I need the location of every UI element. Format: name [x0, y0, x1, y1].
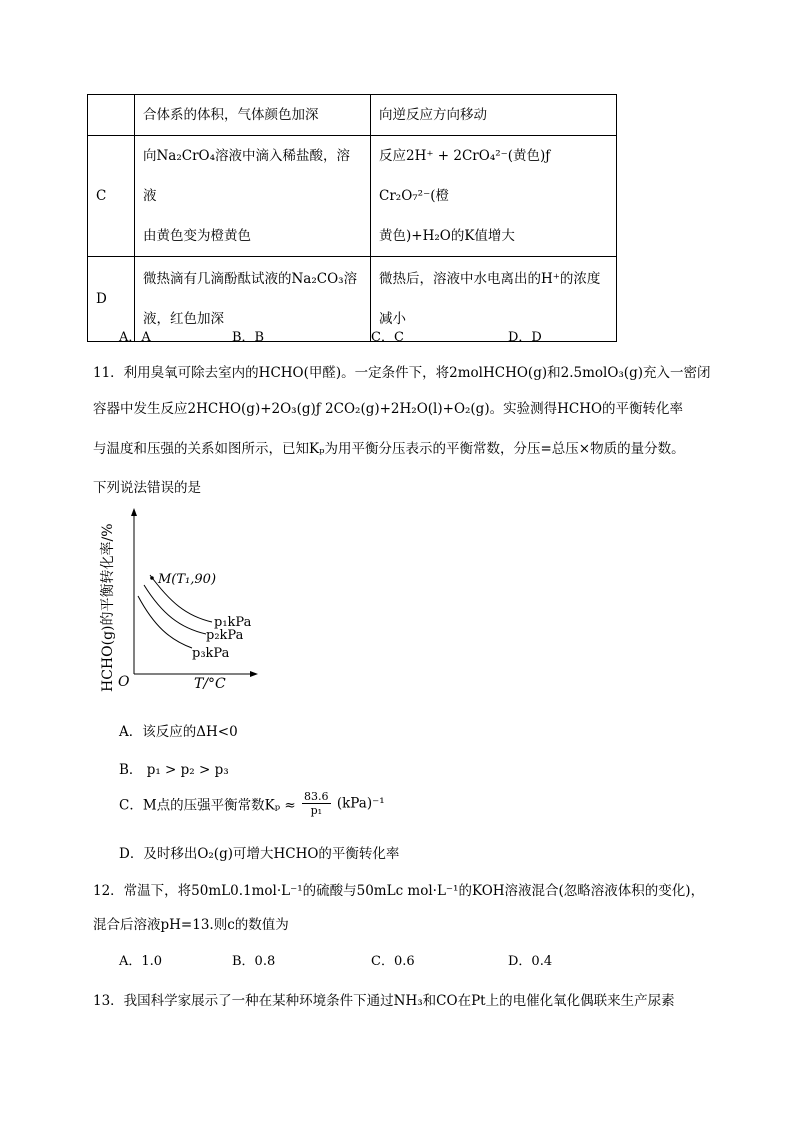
- fraction: [302, 790, 331, 817]
- table-cell: [371, 257, 617, 342]
- q10-option-a: A．A: [119, 330, 151, 345]
- option-c-unit: (kPa)⁻¹: [336, 795, 385, 812]
- q11-stem-line2: 容器中发生反应2HCHO(g)+2O₃(g)ƒ 2CO₂(g)+2H₂O(l)+O₂(g)。实验测得HCHO的平衡转化率: [93, 401, 684, 417]
- q12-option-d: D．0.4: [508, 954, 553, 969]
- q11-stem-line4: 下列说法错误的是: [93, 480, 201, 496]
- table-cell: [135, 136, 371, 257]
- fraction-denominator: p₁: [310, 804, 323, 817]
- table-cell: 合体系的体积，气体颜色加深: [135, 95, 371, 136]
- y-axis: [131, 508, 137, 674]
- point-m: [150, 576, 154, 580]
- series-label-p2: p₂kPa: [206, 628, 244, 643]
- row-label: D: [88, 257, 135, 342]
- q12-option-a: A．1.0: [119, 954, 163, 969]
- q13-stem-line1: 13．我国科学家展示了一种在某种环境条件下通过NH₃和CO在Pt上的电催化氧化偶联来生产尿素: [93, 993, 675, 1009]
- row-label: [88, 95, 135, 136]
- y-axis-label: HCHO(g)的平衡转化率/%: [100, 523, 116, 692]
- q11-stem-line1: 11．利用臭氧可除去室内的HCHO(甲醛)。一定条件下，将2molHCHO(g)和2.5molO₃(g)充入一密闭: [93, 365, 711, 381]
- q12-option-c: C．0.6: [371, 954, 415, 969]
- cell-line: 由黄色变为橙黄色: [143, 228, 251, 244]
- table-cell: 向逆反应方向移动: [371, 95, 617, 136]
- cell-line: 黄色)+H₂O的K值增大: [379, 228, 515, 244]
- fraction-numerator: 83.6: [304, 790, 329, 803]
- table-row: [88, 95, 617, 136]
- x-axis-label: T/°C: [194, 676, 226, 692]
- q10-table: [87, 94, 617, 342]
- q11-option-b: B． p₁ > p₂ > p₃: [119, 762, 229, 778]
- q10-option-c: C．C: [371, 330, 404, 345]
- series-label-p3: p₃kPa: [192, 646, 230, 661]
- table-cell: [371, 136, 617, 257]
- q12-option-b: B．0.8: [232, 954, 276, 969]
- q11-option-c: [119, 790, 385, 817]
- q11-chart: [88, 508, 258, 698]
- q10-option-b: B．B: [232, 330, 265, 345]
- cell-line: 液，红色加深: [143, 311, 224, 327]
- point-m-label: M(T₁,90): [158, 572, 217, 587]
- q11-option-d: D．及时移出O₂(g)可增大HCHO的平衡转化率: [119, 846, 400, 862]
- q11-option-a: A．该反应的ΔH<0: [119, 724, 238, 740]
- q12-stem-line2: 混合后溶液pH=13.则c的数值为: [93, 917, 289, 933]
- option-c-text: C．M点的压强平衡常数Kₚ ≈: [119, 797, 296, 814]
- q12-stem-line1: 12．常温下，将50mL0.1mol·L⁻¹的硫酸与50mLc mol·L⁻¹的KOH溶液混合(忽略溶液体积的变化)，: [93, 883, 705, 899]
- curve-p2: [144, 585, 206, 634]
- cell-line: 减小: [379, 311, 406, 327]
- cell-line: 微热滴有几滴酚酞试液的Na₂CO₃溶: [143, 271, 358, 287]
- table-row: [88, 136, 617, 257]
- origin-label: O: [118, 674, 130, 690]
- cell-line: 反应2H⁺ + 2CrO₄²⁻(黄色)ƒ Cr₂O₇²⁻(橙: [379, 148, 551, 204]
- cell-line: 向Na₂CrO₄溶液中滴入稀盐酸，溶液: [143, 148, 351, 204]
- q10-option-d: D．D: [508, 330, 542, 345]
- row-label: C: [88, 136, 135, 257]
- q11-stem-line3: 与温度和压强的关系如图所示，已知Kₚ为用平衡分压表示的平衡常数，分压=总压×物质的量分数。: [93, 441, 685, 457]
- cell-line: 微热后，溶液中水电离出的H⁺的浓度: [379, 271, 601, 287]
- series-label-p1: p₁kPa: [214, 615, 252, 630]
- curve-p3: [138, 596, 192, 648]
